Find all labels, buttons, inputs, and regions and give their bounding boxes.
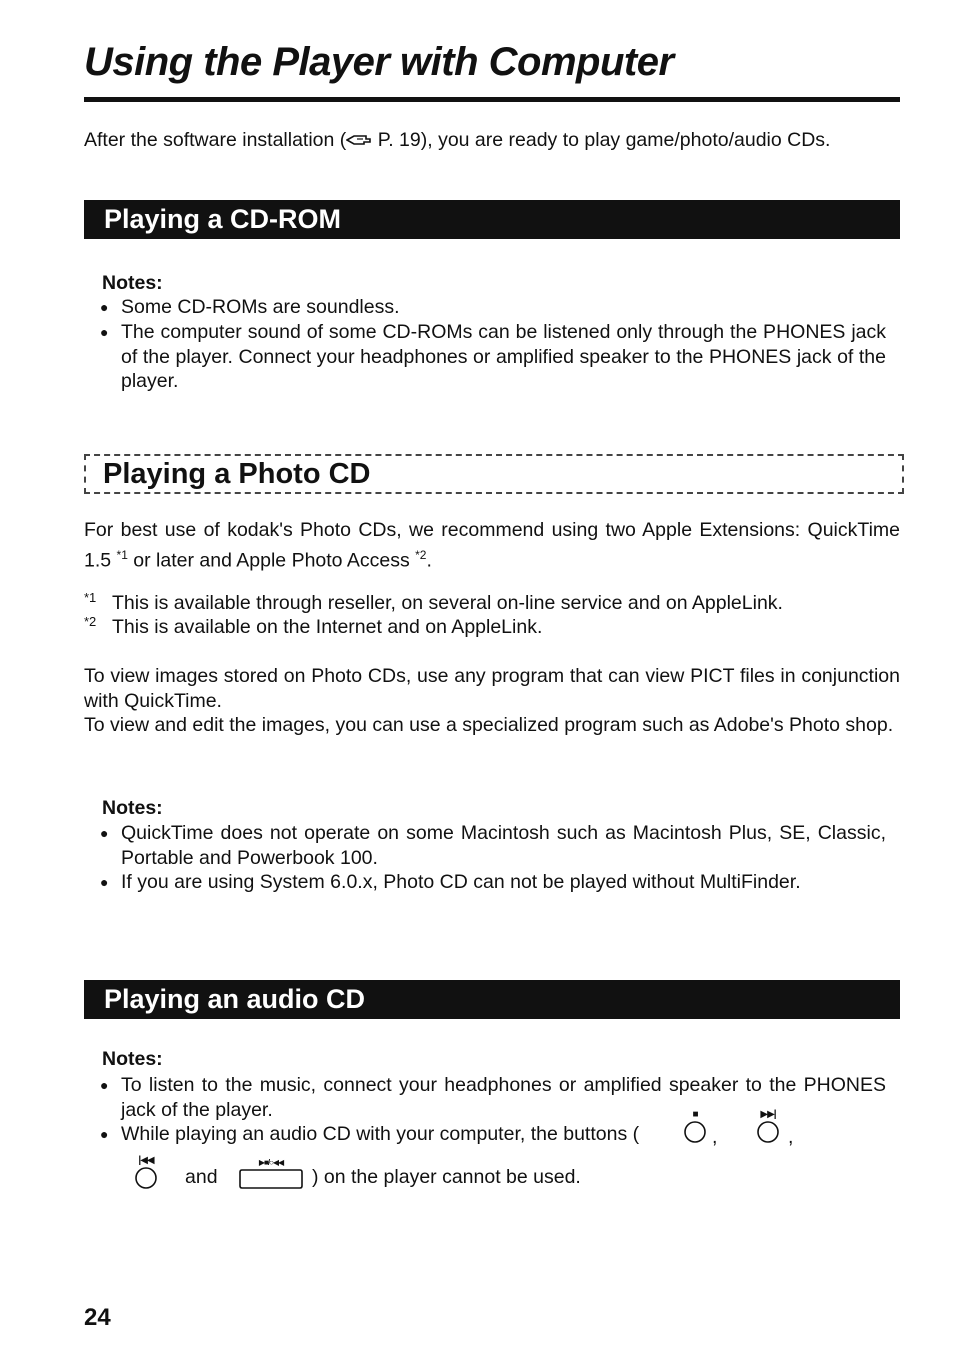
play-pause-button-symbol xyxy=(238,1158,304,1195)
cdrom-note-2: The computer sound of some CD-ROMs can be listened only through the PHONES jack of the player. Connect your headphones or amplified speaker to the PHONES jack of the player. xyxy=(121,321,886,392)
skip-back-button-symbol xyxy=(134,1156,158,1195)
photo-paragraph-3: To view and edit the images, you can use a specialized program such as Adobe's Photo shop. xyxy=(84,714,894,736)
stop-icon: ■ xyxy=(692,1109,698,1120)
bullet-icon: ● xyxy=(100,1126,109,1142)
footnote-mark-1: *1 xyxy=(84,590,97,605)
round-button-icon xyxy=(683,1120,707,1144)
photo-para1-b: or later and Apple Photo Access xyxy=(127,549,416,571)
photo-note-1: QuickTime does not operate on some Macintosh such as Macintosh Plus, SE, Classic, Portable and Powerbook 100. xyxy=(121,822,886,869)
photo-para1-a: For best use of kodak's Photo CDs, we recommend using two Apple Extensions: QuickTime 1.5 xyxy=(84,519,900,571)
round-button-icon xyxy=(756,1120,780,1144)
page-number: 24 xyxy=(84,1304,111,1331)
footnote-mark-2: *2 xyxy=(84,614,97,629)
audio-note-2-b: ) on the player cannot be used. xyxy=(312,1166,581,1188)
footnote-text-1: This is available through reseller, on several on-line service and on AppleLink. xyxy=(112,592,783,614)
skip-forward-button-symbol xyxy=(756,1110,780,1149)
page-title: Using the Player with Computer xyxy=(84,40,674,84)
skip-back-icon: |◀◀ xyxy=(138,1155,154,1166)
photo-paragraph-2: To view images stored on Photo CDs, use any program that can view PICT files in conjunction with QuickTime. xyxy=(84,665,900,712)
bullet-icon: ● xyxy=(100,825,109,841)
and-text: and xyxy=(185,1166,218,1188)
photo-note-2: If you are using System 6.0.x, Photo CD can not be played without MultiFinder. xyxy=(121,871,801,893)
pointing-hand-icon xyxy=(346,129,372,154)
stop-button-symbol xyxy=(683,1110,707,1149)
photo-heading: Playing a Photo CD xyxy=(103,458,371,490)
intro-paragraph xyxy=(84,128,900,153)
bar-button-icon xyxy=(238,1168,304,1190)
bullet-icon: ● xyxy=(100,324,109,340)
audio-note-1: To listen to the music, connect your headphones or amplified speaker to the PHONES jack of the player. xyxy=(121,1074,886,1121)
audio-heading: Playing an audio CD xyxy=(84,980,900,1019)
audio-note-2-a: While playing an audio CD with your computer, the buttons ( xyxy=(121,1123,640,1145)
bullet-icon: ● xyxy=(100,874,109,890)
footnote-text-2: This is available on the Internet and on AppleLink. xyxy=(112,616,543,638)
bullet-icon: ● xyxy=(100,1077,109,1093)
title-rule xyxy=(84,97,900,102)
cdrom-heading: Playing a CD-ROM xyxy=(84,200,900,239)
photo-para1-c: . xyxy=(426,549,432,571)
intro-ref: P. 19), you are ready to play game/photo/audio CDs. xyxy=(377,129,831,151)
skip-forward-icon: ▶▶| xyxy=(760,1109,776,1120)
round-button-icon xyxy=(134,1166,158,1190)
intro-text: After the software installation ( xyxy=(84,129,347,151)
footnote-ref-2: *2 xyxy=(415,547,427,562)
photo-notes-label: Notes: xyxy=(102,797,163,819)
audio-notes-label: Notes: xyxy=(102,1048,163,1070)
bullet-icon: ● xyxy=(100,299,109,315)
button-separator: , xyxy=(788,1126,794,1148)
cdrom-note-1: Some CD-ROMs are soundless. xyxy=(121,296,400,318)
photo-paragraph-1 xyxy=(84,518,900,573)
play-pause-icon: ▶■/○◀◀ xyxy=(258,1158,284,1167)
button-separator: , xyxy=(712,1126,718,1148)
cdrom-notes-label: Notes: xyxy=(102,272,163,294)
footnote-ref-1: *1 xyxy=(116,547,128,562)
